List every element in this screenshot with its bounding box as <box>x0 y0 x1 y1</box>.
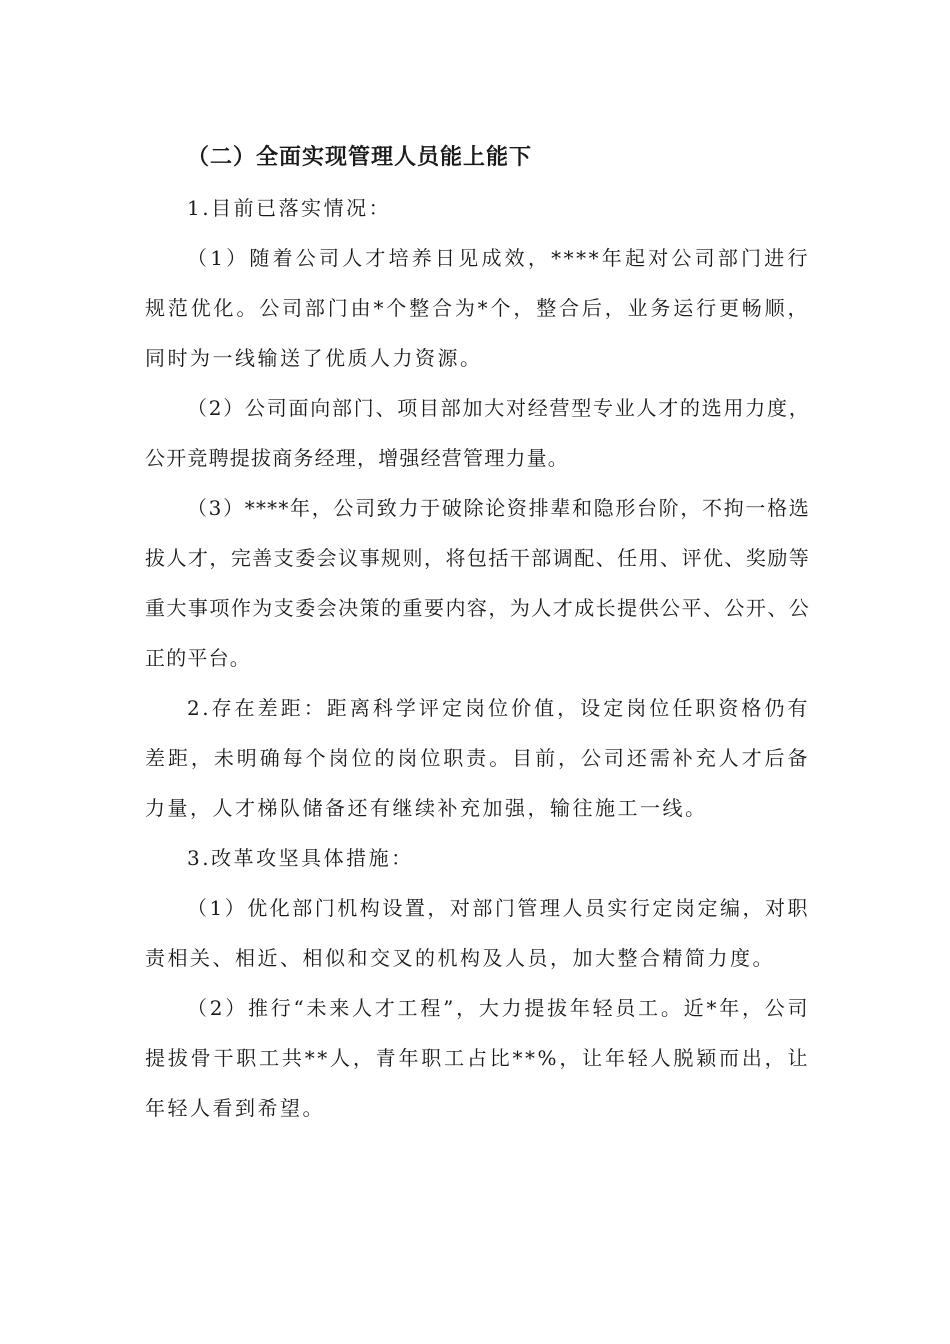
paragraph-item-1: （1）随着公司人才培养日见成效，****年起对公司部门进行规范优化。公司部门由*个整合为*个，整合后，业务运行更畅顺，同时为一线输送了优质人力资源。 <box>145 246 810 370</box>
paragraph-item-2: （2）公司面向部门、项目部加大对经营型专业人才的选用力度，公开竞聘提拔商务经理，增强经营管理力量。 <box>145 396 810 470</box>
paragraph-measures-title: 3.改革攻坚具体措施： <box>187 846 414 870</box>
paragraph-gap: 2.存在差距：距离科学评定岗位价值，设定岗位任职资格仍有差距，未明确每个岗位的岗位职责。目前，公司还需补充人才后备力量，人才梯队储备还有继续补充加强，输往施工一线。 <box>145 696 810 820</box>
paragraph-item-3: （3）****年，公司致力于破除论资排辈和隐形台阶，不拘一格选拔人才，完善支委会议事规则，将包括干部调配、任用、评优、奖励等重大事项作为支委会决策的重要内容，为人才成长提供公平、公开、公正的平台。 <box>145 496 810 670</box>
paragraph-current-status: 1.目前已落实情况： <box>187 196 392 220</box>
section-heading: （二）全面实现管理人员能上能下 <box>187 145 533 170</box>
document-body <box>145 133 810 1133</box>
paragraph-measure-1: （1）优化部门机构设置，对部门管理人员实行定岗定编，对职责相关、相近、相似和交叉的机构及人员，加大整合精简力度。 <box>145 896 810 970</box>
paragraph-measure-2: （2）推行“未来人才工程”，大力提拔年轻员工。近*年，公司提拔骨干职工共**人，青年职工占比**%，让年轻人脱颖而出，让年轻人看到希望。 <box>145 996 810 1120</box>
